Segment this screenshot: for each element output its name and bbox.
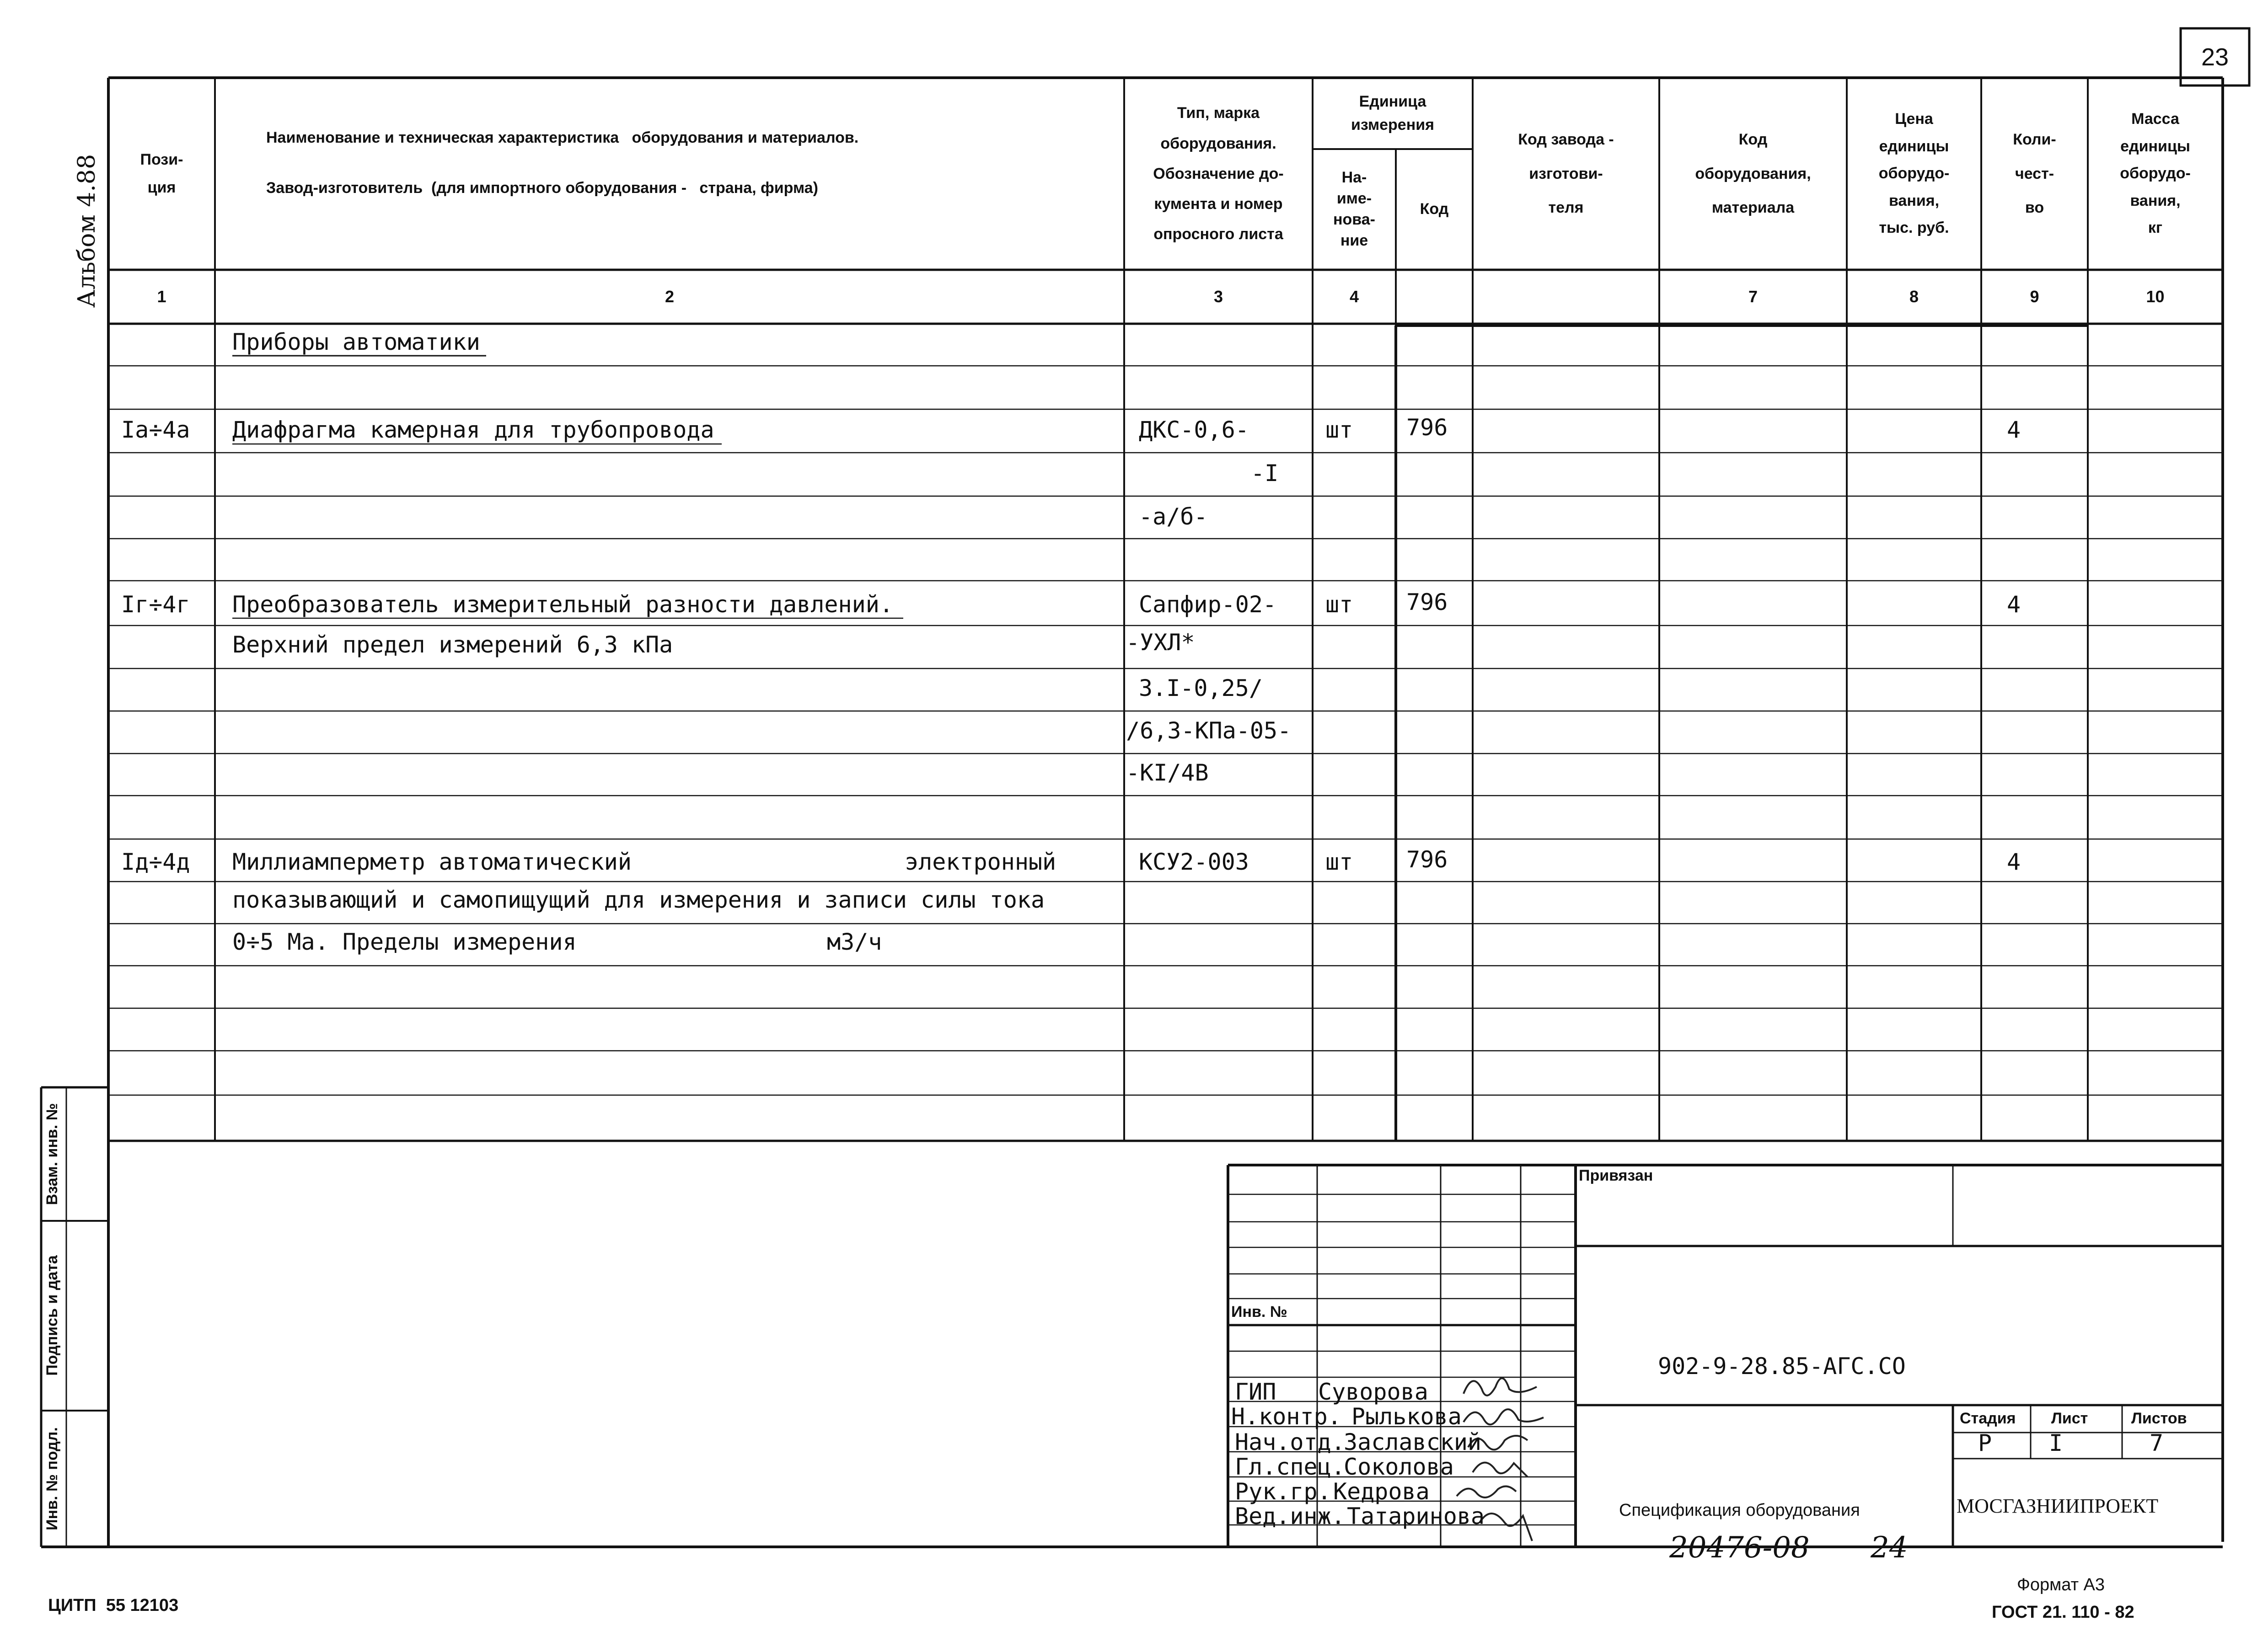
side-stamp-vzam: Взам. инв. № bbox=[43, 1103, 61, 1205]
header-unit-group: Единица измерения bbox=[1351, 93, 1434, 134]
header-unit-price: Цена единицы оборудо- вания, тыс. руб. bbox=[1878, 110, 1950, 237]
document-code: 902-9-28.85-АГС.СО bbox=[1658, 1353, 1906, 1380]
row-type: /6,3-КПа-05- bbox=[1126, 717, 1292, 744]
header-equipment-code: Код оборудования, материала bbox=[1695, 130, 1811, 217]
row-quantity: 4 bbox=[2007, 417, 2021, 443]
col-number: 10 bbox=[2146, 287, 2165, 306]
row-type: -I bbox=[1251, 460, 1279, 487]
signer-name: Суворова bbox=[1318, 1379, 1428, 1405]
signer-name: Заславский bbox=[1344, 1429, 1482, 1455]
format-label: Формат А3 bbox=[2017, 1575, 2105, 1594]
row-unit-code: 796 bbox=[1406, 589, 1448, 615]
header-type: Тип, марка оборудования. Обозначение до- кумента и номер опросного листа bbox=[1153, 104, 1284, 243]
header-position: Пози- ция bbox=[140, 150, 183, 196]
row-unit-code: 796 bbox=[1406, 846, 1448, 873]
row-name: Верхний предел измерений 6,3 кПа bbox=[232, 631, 673, 658]
row-unit: шт bbox=[1325, 849, 1353, 875]
col-number: 1 bbox=[157, 287, 166, 306]
signer-name: Кедрова bbox=[1333, 1478, 1430, 1505]
col-number: 9 bbox=[2030, 287, 2039, 306]
row-type: ДКС-0,6- bbox=[1139, 417, 1249, 443]
section-title: Приборы автоматики bbox=[232, 329, 480, 355]
row-position: Iг÷4г bbox=[121, 591, 190, 618]
signer-role: Нач.отд. bbox=[1235, 1429, 1345, 1455]
row-position: Iа÷4а bbox=[121, 417, 190, 443]
signer-name: Татаринова bbox=[1347, 1503, 1485, 1529]
row-type: Сапфир-02- bbox=[1139, 591, 1277, 618]
row-unit: шт bbox=[1325, 591, 1353, 618]
row-name-right: электронный bbox=[905, 849, 1056, 875]
row-type: КСУ2-003 bbox=[1139, 849, 1249, 875]
row-name: Миллиамперметр автоматический bbox=[232, 849, 632, 875]
sheets-label: Листов bbox=[2131, 1410, 2187, 1427]
row-unit: шт bbox=[1325, 417, 1353, 443]
header-factory-code: Код завода - изготови- теля bbox=[1518, 130, 1614, 217]
header-unit-name: На- име- нова- ние bbox=[1333, 169, 1375, 249]
row-name: 0÷5 Ма. Пределы измерения bbox=[232, 929, 577, 955]
page-number: 23 bbox=[2201, 43, 2229, 71]
side-stamp-inv: Инв. № подл. bbox=[43, 1427, 61, 1530]
footer-left-code: ЦИТП 55 12103 bbox=[48, 1596, 179, 1615]
row-unit-code: 796 bbox=[1406, 414, 1448, 441]
signer-role: Рук.гр. bbox=[1235, 1478, 1331, 1505]
col-number: 4 bbox=[1349, 287, 1359, 306]
row-type: -а/б- bbox=[1139, 503, 1208, 530]
signer-role: Н.контр. bbox=[1231, 1403, 1341, 1430]
sheet-label: Лист bbox=[2051, 1410, 2088, 1427]
row-name: показывающий и самопищущий для измерения и записи силы тока bbox=[232, 887, 1045, 913]
col-number: 7 bbox=[1748, 287, 1758, 306]
row-name: Преобразователь измерительный разности давлений. bbox=[232, 591, 893, 618]
header-unit-mass: Масса единицы оборудо- вания, кг bbox=[2120, 110, 2191, 237]
row-quantity: 4 bbox=[2007, 849, 2021, 875]
row-type: -УХЛ* bbox=[1126, 629, 1195, 656]
header-name-line2: Завод-изготовитель (для импортного оборудования - страна, фирма) bbox=[266, 179, 818, 197]
sheet-value: I bbox=[2049, 1430, 2063, 1456]
sheets-value: 7 bbox=[2150, 1430, 2164, 1456]
row-quantity: 4 bbox=[2007, 591, 2021, 618]
album-label: Альбом 4.88 bbox=[73, 154, 101, 308]
col-number: 8 bbox=[1909, 287, 1919, 306]
stage-value: Р bbox=[1978, 1430, 1992, 1456]
inv-no-label: Инв. № bbox=[1231, 1303, 1287, 1321]
row-name: Диафрагма камерная для трубопровода bbox=[232, 417, 714, 443]
signer-role: Вед.инж. bbox=[1235, 1503, 1345, 1529]
row-type: 3.I-0,25/ bbox=[1139, 675, 1263, 701]
stage-label: Стадия bbox=[1960, 1410, 2016, 1427]
row-position: Iд÷4д bbox=[121, 849, 190, 875]
col-number: 3 bbox=[1213, 287, 1223, 306]
document-title: Спецификация оборудования bbox=[1619, 1501, 1860, 1520]
col-number: 2 bbox=[665, 287, 675, 306]
archive-number: 20476-08 bbox=[1669, 1531, 1810, 1565]
row-name-right: м3/ч bbox=[827, 929, 882, 955]
archive-page: 24 bbox=[1871, 1531, 1908, 1565]
signer-name: Соколова bbox=[1344, 1454, 1454, 1480]
header-name bbox=[215, 78, 1124, 270]
header-name-line1: Наименование и техническая характеристика оборудования и материалов. bbox=[266, 129, 859, 146]
signer-name: Рылькова bbox=[1351, 1403, 1462, 1430]
row-type: -КI/4В bbox=[1126, 759, 1209, 786]
gost-label: ГОСТ 21. 110 - 82 bbox=[1992, 1603, 2134, 1622]
privyazan-label: Привязан bbox=[1579, 1167, 1653, 1184]
organization-name: МОСГАЗНИИПРОЕКТ bbox=[1957, 1495, 2159, 1517]
signer-role: Гл.спец. bbox=[1235, 1454, 1345, 1480]
header-quantity: Коли- чест- во bbox=[2013, 130, 2056, 217]
side-stamp-podpis: Подпись и дата bbox=[43, 1255, 61, 1376]
header-unit-code: Код bbox=[1420, 200, 1449, 218]
signer-role: ГИП bbox=[1235, 1379, 1276, 1405]
